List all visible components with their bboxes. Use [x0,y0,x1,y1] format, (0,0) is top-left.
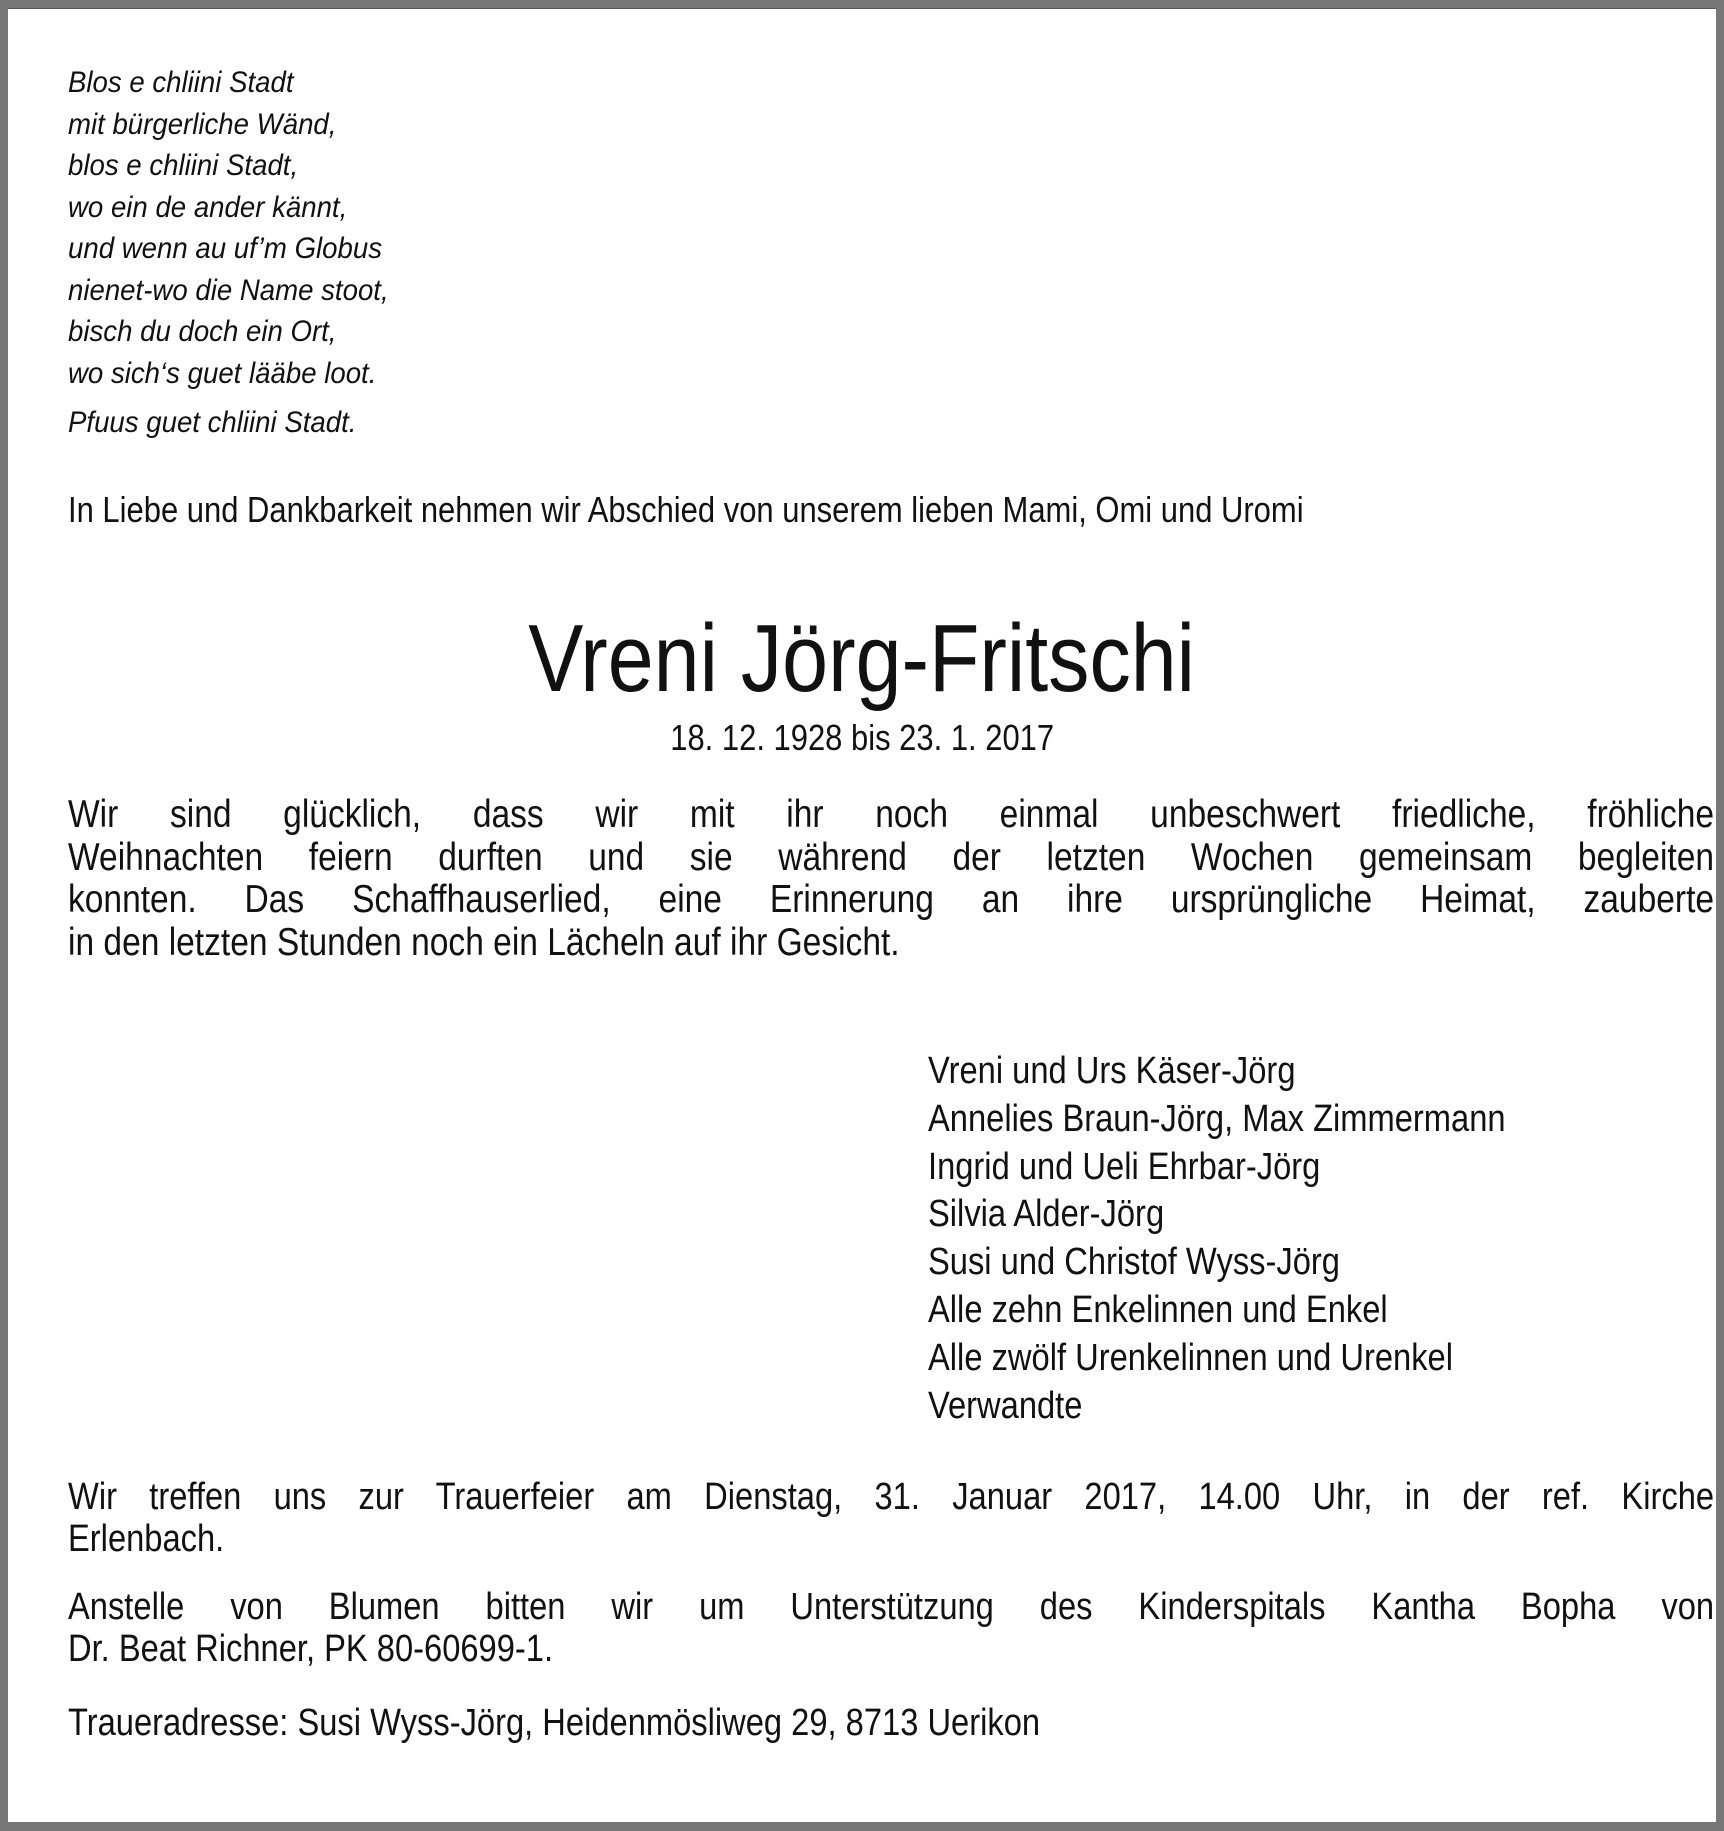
mourner-entry: Annelies Braun-Jörg, Max Zimmermann [928,1097,1506,1140]
paragraph-line: in den letzten Stunden noch ein Lächeln auf ihr Gesicht. [68,920,900,964]
poem-line: bisch du doch ein Ort, [68,315,337,348]
paragraph-line: Weihnachten feiern durften und sie während der letzten Wochen gemeinsam begleiten [68,835,1715,879]
poem-closing-line: Pfuus guet chliini Stadt. [68,406,357,439]
mourner-entry: Ingrid und Ueli Ehrbar-Jörg [928,1145,1321,1188]
poem-line: Blos e chliini Stadt [68,66,294,99]
deceased-name [8,604,1716,714]
poem [68,62,417,444]
mourners-list [928,1048,1600,1430]
donation-line: Anstelle von Blumen bitten wir um Unterstützung des Kinderspitals Kantha Bopha von [68,1586,1715,1628]
poem-line: blos e chliini Stadt, [68,149,299,182]
mourner-entry: Silvia Alder-Jörg [928,1193,1165,1236]
mourning-address [68,1702,1714,1744]
ceremony-line: Erlenbach. [68,1518,225,1560]
paragraph-line: Wir sind glücklich, dass wir mit ihr noch einmal unbeschwert friedliche, fröhliche [68,793,1715,836]
poem-line: wo sich‘s guet lääbe loot. [68,356,377,390]
donation-line: Dr. Beat Richner, PK 80-60699-1. [68,1628,554,1670]
mourner-entry: Alle zwölf Urenkelinnen und Urenkel [928,1336,1453,1379]
paragraph-line: konnten. Das Schaffhauserlied, eine Erinnerung an ihre ursprüngliche Heimat, zauberte [68,878,1715,921]
ceremony-line: Wir treffen uns zur Trauerfeier am Dienstag, 31. Januar 2017, 14.00 Uhr, in der ref. Kirche [68,1476,1715,1518]
donation-notice [68,1586,1714,1670]
deceased-dates-text: 18. 12. 1928 bis 23. 1. 2017 [670,717,1054,758]
mourner-entry: Vreni und Urs Käser-Jörg [928,1050,1296,1092]
ceremony-notice [68,1476,1714,1560]
poem-line: mit bürgerliche Wänd, [68,107,337,141]
deceased-dates [8,716,1716,760]
obituary-page [8,8,1716,1822]
intro-line: In Liebe und Dankbarkeit nehmen wir Abschied von unserem lieben Mami, Omi und Uromi [68,489,1304,530]
mourner-entry: Verwandte [928,1384,1083,1427]
intro-text [68,488,1724,532]
deceased-name-text: Vreni Jörg-Fritschi [528,605,1196,712]
mourner-entry: Susi und Christof Wyss-Jörg [928,1241,1340,1284]
address-line: Traueradresse: Susi Wyss-Jörg, Heidenmösliweg 29, 8713 Uerikon [68,1702,1041,1744]
poem-line: nienet-wo die Name stoot, [68,273,389,307]
mourner-entry: Alle zehn Enkelinnen und Enkel [928,1288,1388,1331]
poem-line: und wenn au uf’m Globus [68,232,383,265]
memorial-paragraph [68,794,1714,964]
poem-line: wo ein de ander kännt, [68,190,348,224]
